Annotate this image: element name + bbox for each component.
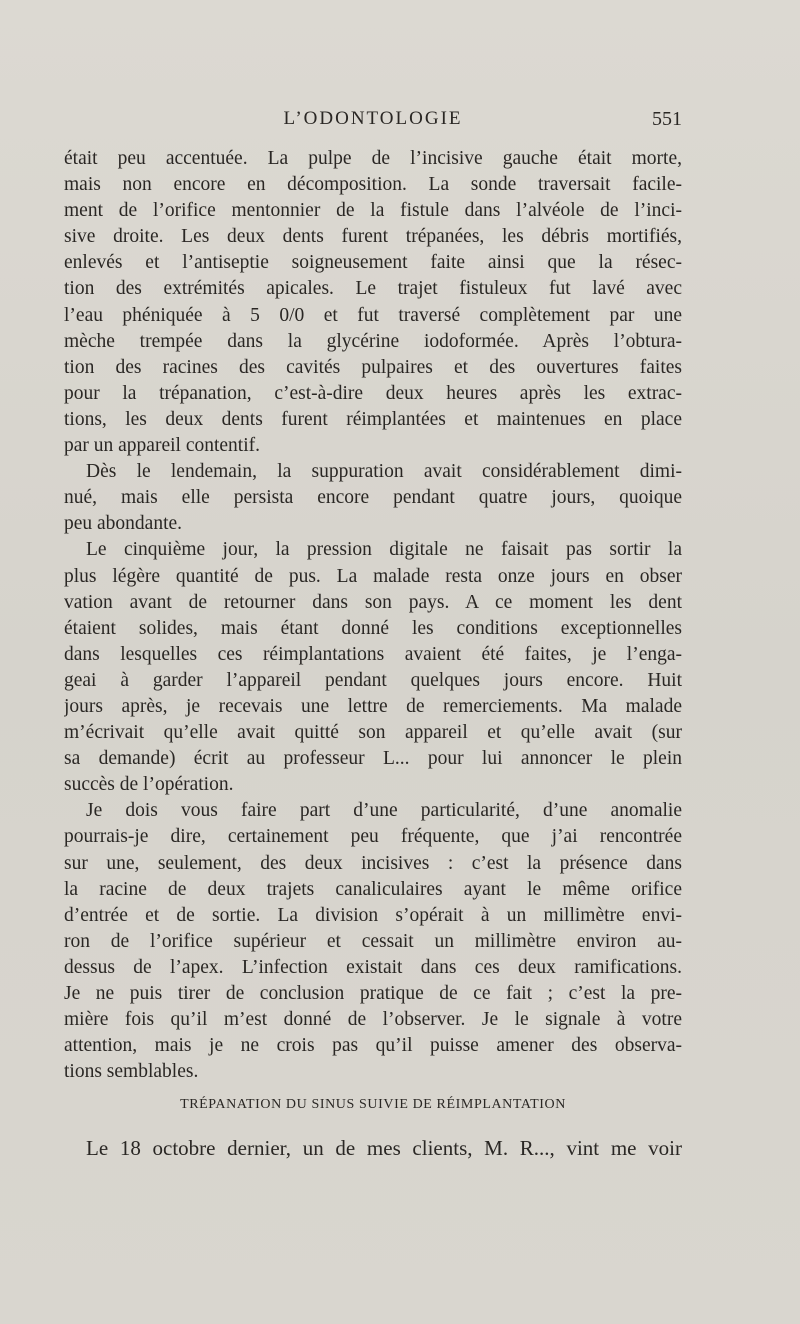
text-line: tion des extrémités apicales. Le trajet fistuleux fut lavé avec	[64, 278, 682, 300]
text-line: dans lesquelles ces réimplantations avaient été faites, je l’enga-	[64, 643, 682, 665]
text-line: sive droite. Les deux dents furent trépanées, les débris mortifiés,	[64, 226, 682, 248]
text-line: Je dois vous faire part d’une particularité, d’une anomalie	[86, 800, 682, 822]
text-line: était peu accentuée. La pulpe de l’incisive gauche était morte,	[64, 148, 682, 169]
text-line: Je ne puis tirer de conclusion pratique de ce fait ; c’est la pre-	[64, 983, 682, 1004]
text-line: tions, les deux dents furent réimplantées et maintenues en place	[64, 408, 682, 430]
text-line: d’entrée et de sortie. La division s’opérait à un millimètre envi-	[64, 904, 682, 926]
text-line: ron de l’orifice supérieur et cessait un millimètre environ au-	[64, 930, 682, 952]
text-line: par un appareil contentif.	[64, 435, 260, 457]
section-first-line: Le 18 octobre dernier, un de mes clients, M. R..., vint me voir	[86, 1136, 682, 1160]
text-line: Le cinquième jour, la pression digitale ne faisait pas sortir la	[86, 539, 682, 561]
text-line: geai à garder l’appareil pendant quelques jours encore. Huit	[64, 669, 682, 691]
text-line: sa demande) écrit au professeur L... pour lui annoncer le plein	[64, 748, 682, 770]
running-title: L’ODONTOLOGIE	[283, 108, 463, 129]
text-line: plus légère quantité de pus. La malade resta onze jours en obser	[64, 565, 682, 587]
text-line: tions semblables.	[64, 1061, 199, 1083]
text-line: mèche trempée dans la glycérine iodoformée. Après l’obtura-	[64, 330, 682, 352]
text-line: l’eau phéniquée à 5 0/0 et fut traversé complètement par une	[64, 304, 682, 326]
text-line: peu abondante.	[64, 513, 183, 535]
section-heading: TRÉPANATION DU SINUS SUIVIE DE RÉIMPLANTATION	[180, 1097, 566, 1112]
text-line: mais non encore en décomposition. La sonde traversait facile-	[64, 174, 682, 196]
text-line: Dès le lendemain, la suppuration avait considérablement dimi-	[86, 461, 682, 483]
text-line: étaient solides, mais étant donné les conditions exceptionnelles	[64, 617, 682, 639]
text-line: pourrais-je dire, certainement peu fréquente, que j’ai rencontrée	[64, 826, 682, 848]
text-line: succès de l’opération.	[64, 774, 234, 796]
text-line: pour la trépanation, c’est-à-dire deux heures après les extrac-	[64, 382, 682, 404]
text-line: jours après, je recevais une lettre de remerciements. Ma malade	[64, 695, 682, 717]
text-line: nué, mais elle persista encore pendant quatre jours, quoique	[64, 487, 682, 509]
text-line: vation avant de retourner dans son pays. A ce moment les dent	[64, 591, 682, 613]
text-line: sur une, seulement, des deux incisives : c’est la présence dans	[64, 852, 682, 874]
text-line: m’écrivait qu’elle avait quitté son appareil et qu’elle avait (sur	[64, 722, 682, 744]
text-line: la racine de deux trajets canaliculaires ayant le même orifice	[64, 878, 682, 900]
text-line: attention, mais je ne crois pas qu’il puisse amener des observa-	[64, 1035, 682, 1057]
body-text	[64, 146, 682, 1085]
text-line: ment de l’orifice mentonnier de la fistule dans l’alvéole de l’inci-	[64, 200, 682, 222]
running-header	[64, 108, 682, 138]
text-line: tion des racines des cavités pulpaires et des ouvertures faites	[64, 356, 682, 378]
text-line: dessus de l’apex. L’infection existait dans ces deux ramifications.	[64, 956, 682, 978]
text-line: mière fois qu’il m’est donné de l’observer. Je le signale à votre	[64, 1009, 682, 1031]
text-line: enlevés et l’antiseptie soigneusement faite ainsi que la résec-	[64, 252, 682, 274]
page-number: 551	[652, 108, 682, 130]
